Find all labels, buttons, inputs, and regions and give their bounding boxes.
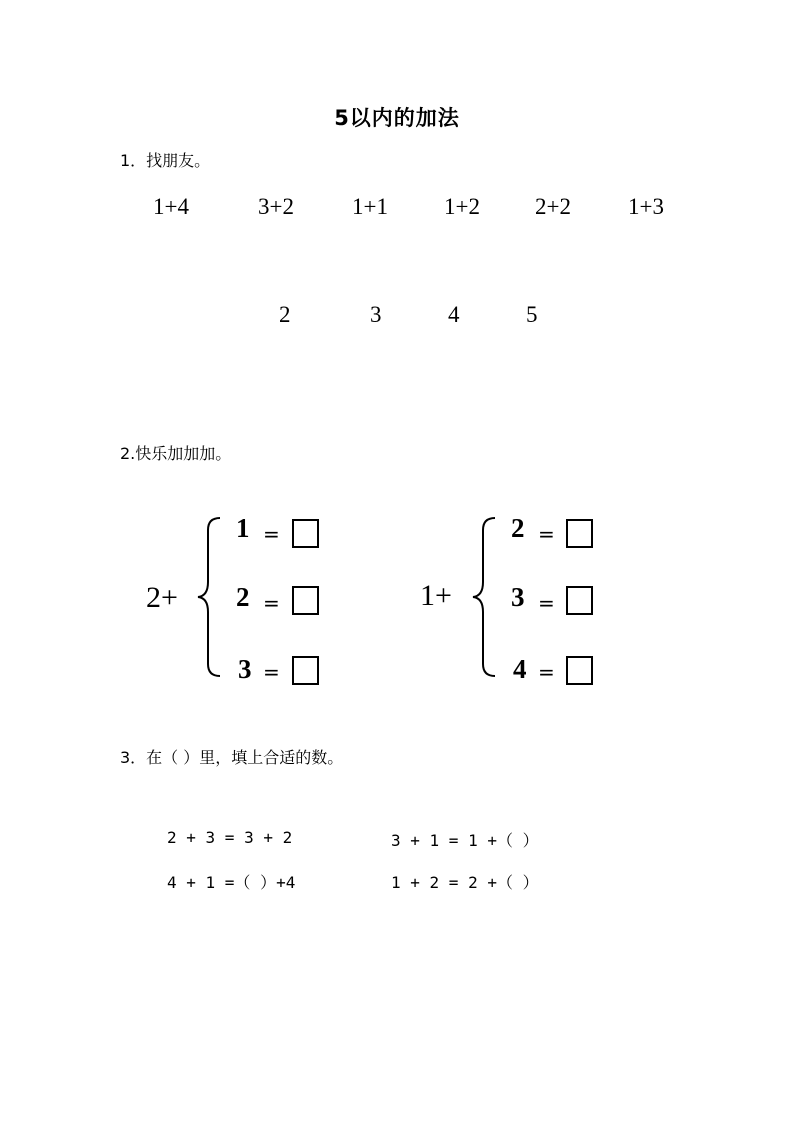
answer-box[interactable]	[292, 586, 319, 615]
page-title: 5以内的加法	[334, 106, 460, 130]
answer-number[interactable]: 3	[370, 302, 382, 327]
answer-box[interactable]	[292, 519, 319, 548]
answer-box[interactable]	[566, 656, 593, 685]
answer-number[interactable]: 4	[448, 302, 460, 327]
equation-item: 2 + 3 = 3 + 2	[167, 828, 293, 847]
equals-sign: =	[538, 591, 555, 615]
answer-number[interactable]: 2	[279, 302, 291, 327]
expression-item[interactable]: 2+2	[535, 194, 571, 219]
equation-item[interactable]: 1 + 2 = 2 +（ ）	[391, 873, 539, 892]
equals-sign: =	[263, 591, 280, 615]
expression-item[interactable]: 1+1	[352, 194, 388, 219]
addition-prefix: 2+	[146, 581, 178, 614]
expression-item[interactable]: 3+2	[258, 194, 294, 219]
equation-item[interactable]: 4 + 1 =（ ）+4	[167, 873, 296, 892]
answer-number[interactable]: 5	[526, 302, 538, 327]
question-3-label: 3．在（ ）里，填上合适的数。	[120, 748, 344, 767]
curly-brace-icon	[196, 516, 222, 678]
expression-item[interactable]: 1+4	[153, 194, 189, 219]
equals-sign: =	[263, 660, 280, 684]
addend: 2	[511, 513, 525, 543]
equals-sign: =	[263, 522, 280, 546]
addend: 3	[238, 654, 252, 684]
addend: 3	[511, 582, 525, 612]
question-2-label: 2.快乐加加加。	[120, 444, 232, 463]
addend: 4	[513, 654, 527, 684]
equals-sign: =	[538, 522, 555, 546]
equation-item[interactable]: 3 + 1 = 1 +（ ）	[391, 831, 539, 850]
expression-item[interactable]: 1+2	[444, 194, 480, 219]
addend: 2	[236, 582, 250, 612]
expression-item[interactable]: 1+3	[628, 194, 664, 219]
curly-brace-icon	[471, 516, 497, 678]
answer-box[interactable]	[566, 519, 593, 548]
addition-prefix: 1+	[420, 579, 452, 612]
equals-sign: =	[538, 660, 555, 684]
addend: 1	[236, 513, 250, 543]
question-1-label: 1．找朋友。	[120, 151, 211, 170]
answer-box[interactable]	[292, 656, 319, 685]
answer-box[interactable]	[566, 586, 593, 615]
